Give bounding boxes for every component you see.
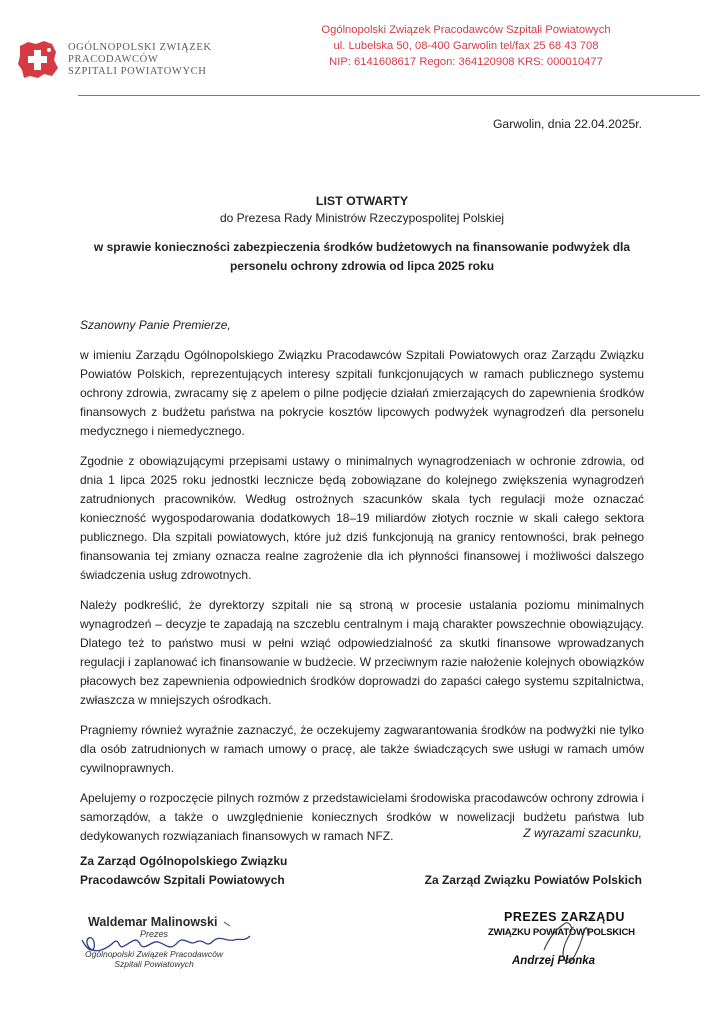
body-paragraph: Zgodnie z obowiązującymi przepisami ustawy o minimalnych wynagrodzeniach w ochronie zdrowia, od dnia 1 lipca 2025 roku jednostki lecznicze będą zobowiązane do kolejnego zwiększenia wynagrodzeń zatrudnionych pracowników. Według ostrożnych szacunków skala tych regulacji może oznaczać konieczność wygospodarowania dodatkowych 18–19 miliardów złotych rocznie w skali całego sektora publicznego. Dla szpitali powiatowych, które już dziś funkcjonują na granicy rentowności, brak pełnego finansowania tej zmiany oznacza realne zagrożenie dla ich płynności finansowej i możliwości dalszego świadczenia usług zdrowotnych. bbox=[80, 454, 644, 582]
letterhead-registry: NIP: 6141608617 Regon: 364120908 KRS: 000010477 bbox=[329, 56, 603, 68]
stamp-name: Waldemar Malinowski bbox=[88, 915, 218, 929]
signature-caption-line: Pracodawców Szpitali Powiatowych bbox=[80, 873, 285, 887]
signature-stamp-left bbox=[74, 912, 274, 982]
letterhead-org-name: Ogólnopolski Związek Pracodawców Szpitali Powiatowych bbox=[321, 24, 611, 36]
logo-line: PRACODAWCÓW bbox=[68, 54, 159, 65]
logo-line: SZPITALI POWIATOWYCH bbox=[68, 66, 207, 77]
body-paragraph: Należy podkreślić, że dyrektorzy szpitali nie są stroną w procesie ustalania poziomu minimalnych wynagrodzeń – decyzje te zapadają na szczeblu centralnym i mają charakter powszechnie obowiązujący. Dlatego też to państwo musi w pełni wziąć odpowiedzialność za skutki finansowe wprowadzanych regulacji i zaplanować ich finansowanie w budżecie. W przeciwnym razie nałożenie kolejnych obowiązków płacowych bez zapewnienia odpowiednich środków doprowadzi do zapaści całego systemu szpitalnictwa, zwłaszcza w mniejszych ośrodkach. bbox=[80, 598, 644, 707]
letterhead-divider bbox=[78, 95, 700, 96]
body-paragraph: w imieniu Zarządu Ogólnopolskiego Związku Pracodawców Szpitali Powiatowych oraz Zarządu Związku Powiatów Polskich, reprezentujących interesy szpitali funkcjonujących w ramach publicznego systemu ochrony zdrowia, zwracamy się z apelem o pilne podjęcie działań zmierzających do zapewnienia środków finansowych z budżetu państwa na pokrycie kosztów lipcowych podwyżek wynagrodzeń dla personelu medycznego i niemedycznego. bbox=[80, 348, 644, 438]
stamp-org-line: Ogólnopolski Związek Pracodawców bbox=[85, 949, 223, 959]
letter-addressee: do Prezesa Rady Ministrów Rzeczypospolitej Polskiej bbox=[219, 211, 505, 225]
body-paragraph: Pragniemy również wyraźnie zaznaczyć, że oczekujemy zagwarantowania środków na podwyżki nie tylko dla osób zatrudnionych w ramach umowy o pracę, ale także świadczących swe usługi w ramach umów cywilnoprawnych. bbox=[80, 723, 644, 775]
letterhead-contact bbox=[316, 22, 616, 70]
signature-caption-left bbox=[80, 852, 287, 890]
body-paragraph: Apelujemy o rozpoczęcie pilnych rozmów z przedstawicielami środowiska pracodawców ochrony zdrowia i samorządów, a także o uwzględnienie koniecznych środków w nowelizacji budżetu państwa lub dedykowanych rozwiązaniach finansowych w ramach NFZ. bbox=[80, 791, 644, 843]
handwritten-signature-left bbox=[74, 912, 274, 982]
poland-map-cross-icon bbox=[14, 38, 62, 82]
handwritten-signature-right bbox=[484, 906, 664, 976]
closing-phrase: Z wyrazami szacunku, bbox=[523, 826, 642, 840]
signature-caption-right bbox=[425, 871, 642, 890]
signature-caption-line: Za Zarząd Ogólnopolskiego Związku bbox=[80, 854, 288, 868]
stamp-role: Prezes bbox=[140, 929, 169, 939]
stamp-org: ZWIĄZKU POWIATÓW POLSKICH bbox=[488, 927, 635, 938]
letter-heading bbox=[80, 193, 644, 276]
stamp-name: Andrzej Płonka bbox=[512, 955, 596, 967]
letter-body bbox=[80, 316, 644, 857]
letter-subject: w sprawie konieczności zabezpieczenia środków budżetowych na finansowanie podwyżek dla personelu ochrony zdrowia od lipca 2025 roku bbox=[93, 240, 631, 273]
letterhead-address: ul. Lubelska 50, 08-400 Garwolin tel/fax 25 68 43 708 bbox=[333, 40, 599, 52]
signature-stamp-right bbox=[484, 906, 664, 976]
salutation: Szanowny Panie Premierze, bbox=[80, 318, 231, 332]
stamp-org-line: Szpitali Powiatowych bbox=[114, 959, 194, 969]
signature-caption-line: Za Zarząd Związku Powiatów Polskich bbox=[424, 873, 642, 887]
organization-logo bbox=[14, 38, 214, 82]
stamp-role: PREZES ZARZĄDU bbox=[504, 910, 625, 924]
letter-title: LIST OTWARTY bbox=[315, 194, 409, 208]
dateline: Garwolin, dnia 22.04.2025r. bbox=[492, 117, 642, 131]
logo-line: OGÓLNOPOLSKI ZWIĄZEK bbox=[68, 42, 212, 53]
logo-text bbox=[68, 42, 212, 78]
